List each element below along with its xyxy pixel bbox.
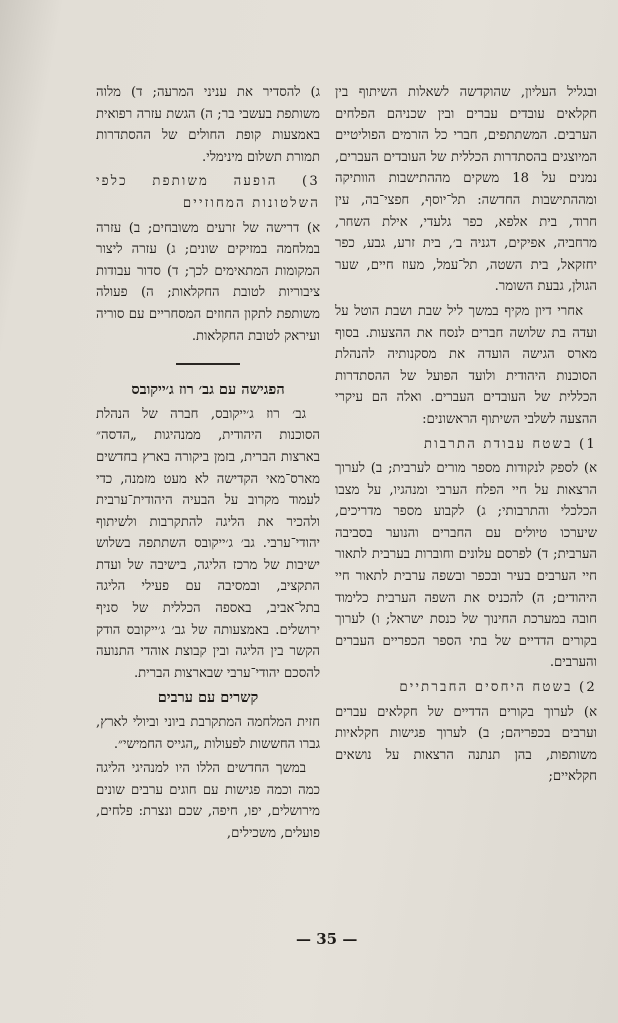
- right-column: [335, 82, 597, 791]
- section-title: 1) בשטח עבודת התרבות: [423, 436, 597, 452]
- left-column: [96, 82, 320, 848]
- page-number: — 35 —: [296, 930, 358, 948]
- section-heading: הפגישה עם גב׳ רוז ג׳ייקובס: [131, 381, 285, 399]
- divider: [176, 363, 240, 365]
- paragraph: במשך החדשים הללו היו למנהיגי הליגה כמה וכמה פגישות עם חוגים ערבים שונים מירושלים, יפו, חיפה, שכם ונצרת: פלחים, פועלים, משכילים,: [96, 761, 320, 841]
- paragraph: גב׳ רוז ג׳ייקובס, חברה של הנהלת הסוכנות היהודית, ממנהיגות „הדסה״ בארצות הברית, בזמן ביקורה בארץ בחדשים מארס־מאי הקדישה לא מעט מזמנה, כדי לעמוד מקרוב על הבעיה היהודית־ערבית ולהכיר את הליגה להתקרבות ולשיתוף יהודי־ערבי. גב׳ ג׳ייקובס השתתפה בשלוש ישיבות של מרכז הליגה, בישיבה של ועדת התקציב, ובמסיבה עם פעילי הליגה בתל־אביב, באספה הכללית של סניף ירושלים. באמצעותה של גב׳ ג׳ייקובס הודק הקשר בין הליגה ובין קבוצת אוהדי התנועה להסכם יהודי־ערבי שבארצות הברית.: [96, 406, 320, 681]
- paragraph: א) לספק לנקודות מספר מורים לערבית; ב) לערוך הרצאות על חיי הפלח הערבי ומנהגיו, על מצבו הכלכלי והתרבותי; ג) לקבוע מספר מדריכים, שיערכו טיולים עם החברים והנוער בסביבה הערבית; ד) לפרסם עלונים וחוברות בערבית לתאור חיי הערבים בעיר ובכפר ובשפה ערבית לתאור חיי היהודים; ה) להכניס את השפה הערבית כלימוד חובה במערכת החינוך של כנסת ישראל; ו) לערוך בקורים הדדיים של בתי הספר הכפריים העברים והערבים.: [335, 461, 597, 671]
- section-title: 3) הופעה משותפת כלפי השלטונות המחוזיים: [96, 174, 320, 211]
- paragraph: חזית המלחמה המתקרבת ביוני וביולי לארץ, גברו החששות לפעולות „הגייס החמישי״.: [96, 715, 320, 752]
- section-title: 2) בשטח היחסים החברתיים: [399, 680, 597, 696]
- paragraph: א) לערוך בקורים הדדיים של חקלאים עברים וערבים בכפריהם; ב) לערוך פגישות חקלאיות משותפות, בהן תנתנה הרצאות על נושאים חקלאיים;: [335, 704, 597, 785]
- paragraph: ג) להסדיר את עניני המרעה; ד) מלוה משותפת בעשבי בר; ה) הגשת עזרה רפואית באמצעות קופת החולים של ההסתדרות תמורת תשלום מינימלי.: [96, 85, 320, 165]
- paragraph: א) דרישה של זרעים משובחים; ב) עזרה במלחמה במזיקים שונים; ג) עזרה ליצור המקומות המתאימים לכך; ד) סדור עבודות ציבוריות לטובת החקלאות; ה) פעולה משותפת לתקון החוזים המסחריים עם סוריה ועיראק לטובת החקלאות.: [96, 220, 320, 344]
- paragraph: אחרי דיון מקיף במשך ליל שבת ושבת הוטל על ועדה בת שלושה חברים לנסח את ההצעות. בסוף מארס הגישה הועדה את מסקנותיה להנהלת הסוכנות היהודית ולועד הפועל של ההסתדרות הכללית של העובדים העברים. ואלה הם עיקרי ההצעה לשלבי השיתוף הראשונים:: [335, 303, 597, 427]
- paragraph: ובגליל העליון, שהוקדשה לשאלות השיתוף בין חקלאים עובדים עברים ובין שכניהם הפלחים הערבים. המשתתפים, חברי כל הזרמים הפוליטיים המיוצגים בהסתדרות הכללית של העובדים העברים, נמנים על 18 משקים מההתישבות הוותיקה ומההתישבות החדשה: תל־יוסף, חפצי־בה, עין חרוד, בית אלפא, כפר גלעדי, אילת השחר, מרחביה, אפיקים, דגניה ב׳, בית זרע, גבע, כפר יחזקאל, בית השטה, תל־עמל, מעוז חיים, שער הגולן, גבעת השומר.: [335, 85, 597, 295]
- section-heading: קשרים עם ערבים: [157, 689, 259, 707]
